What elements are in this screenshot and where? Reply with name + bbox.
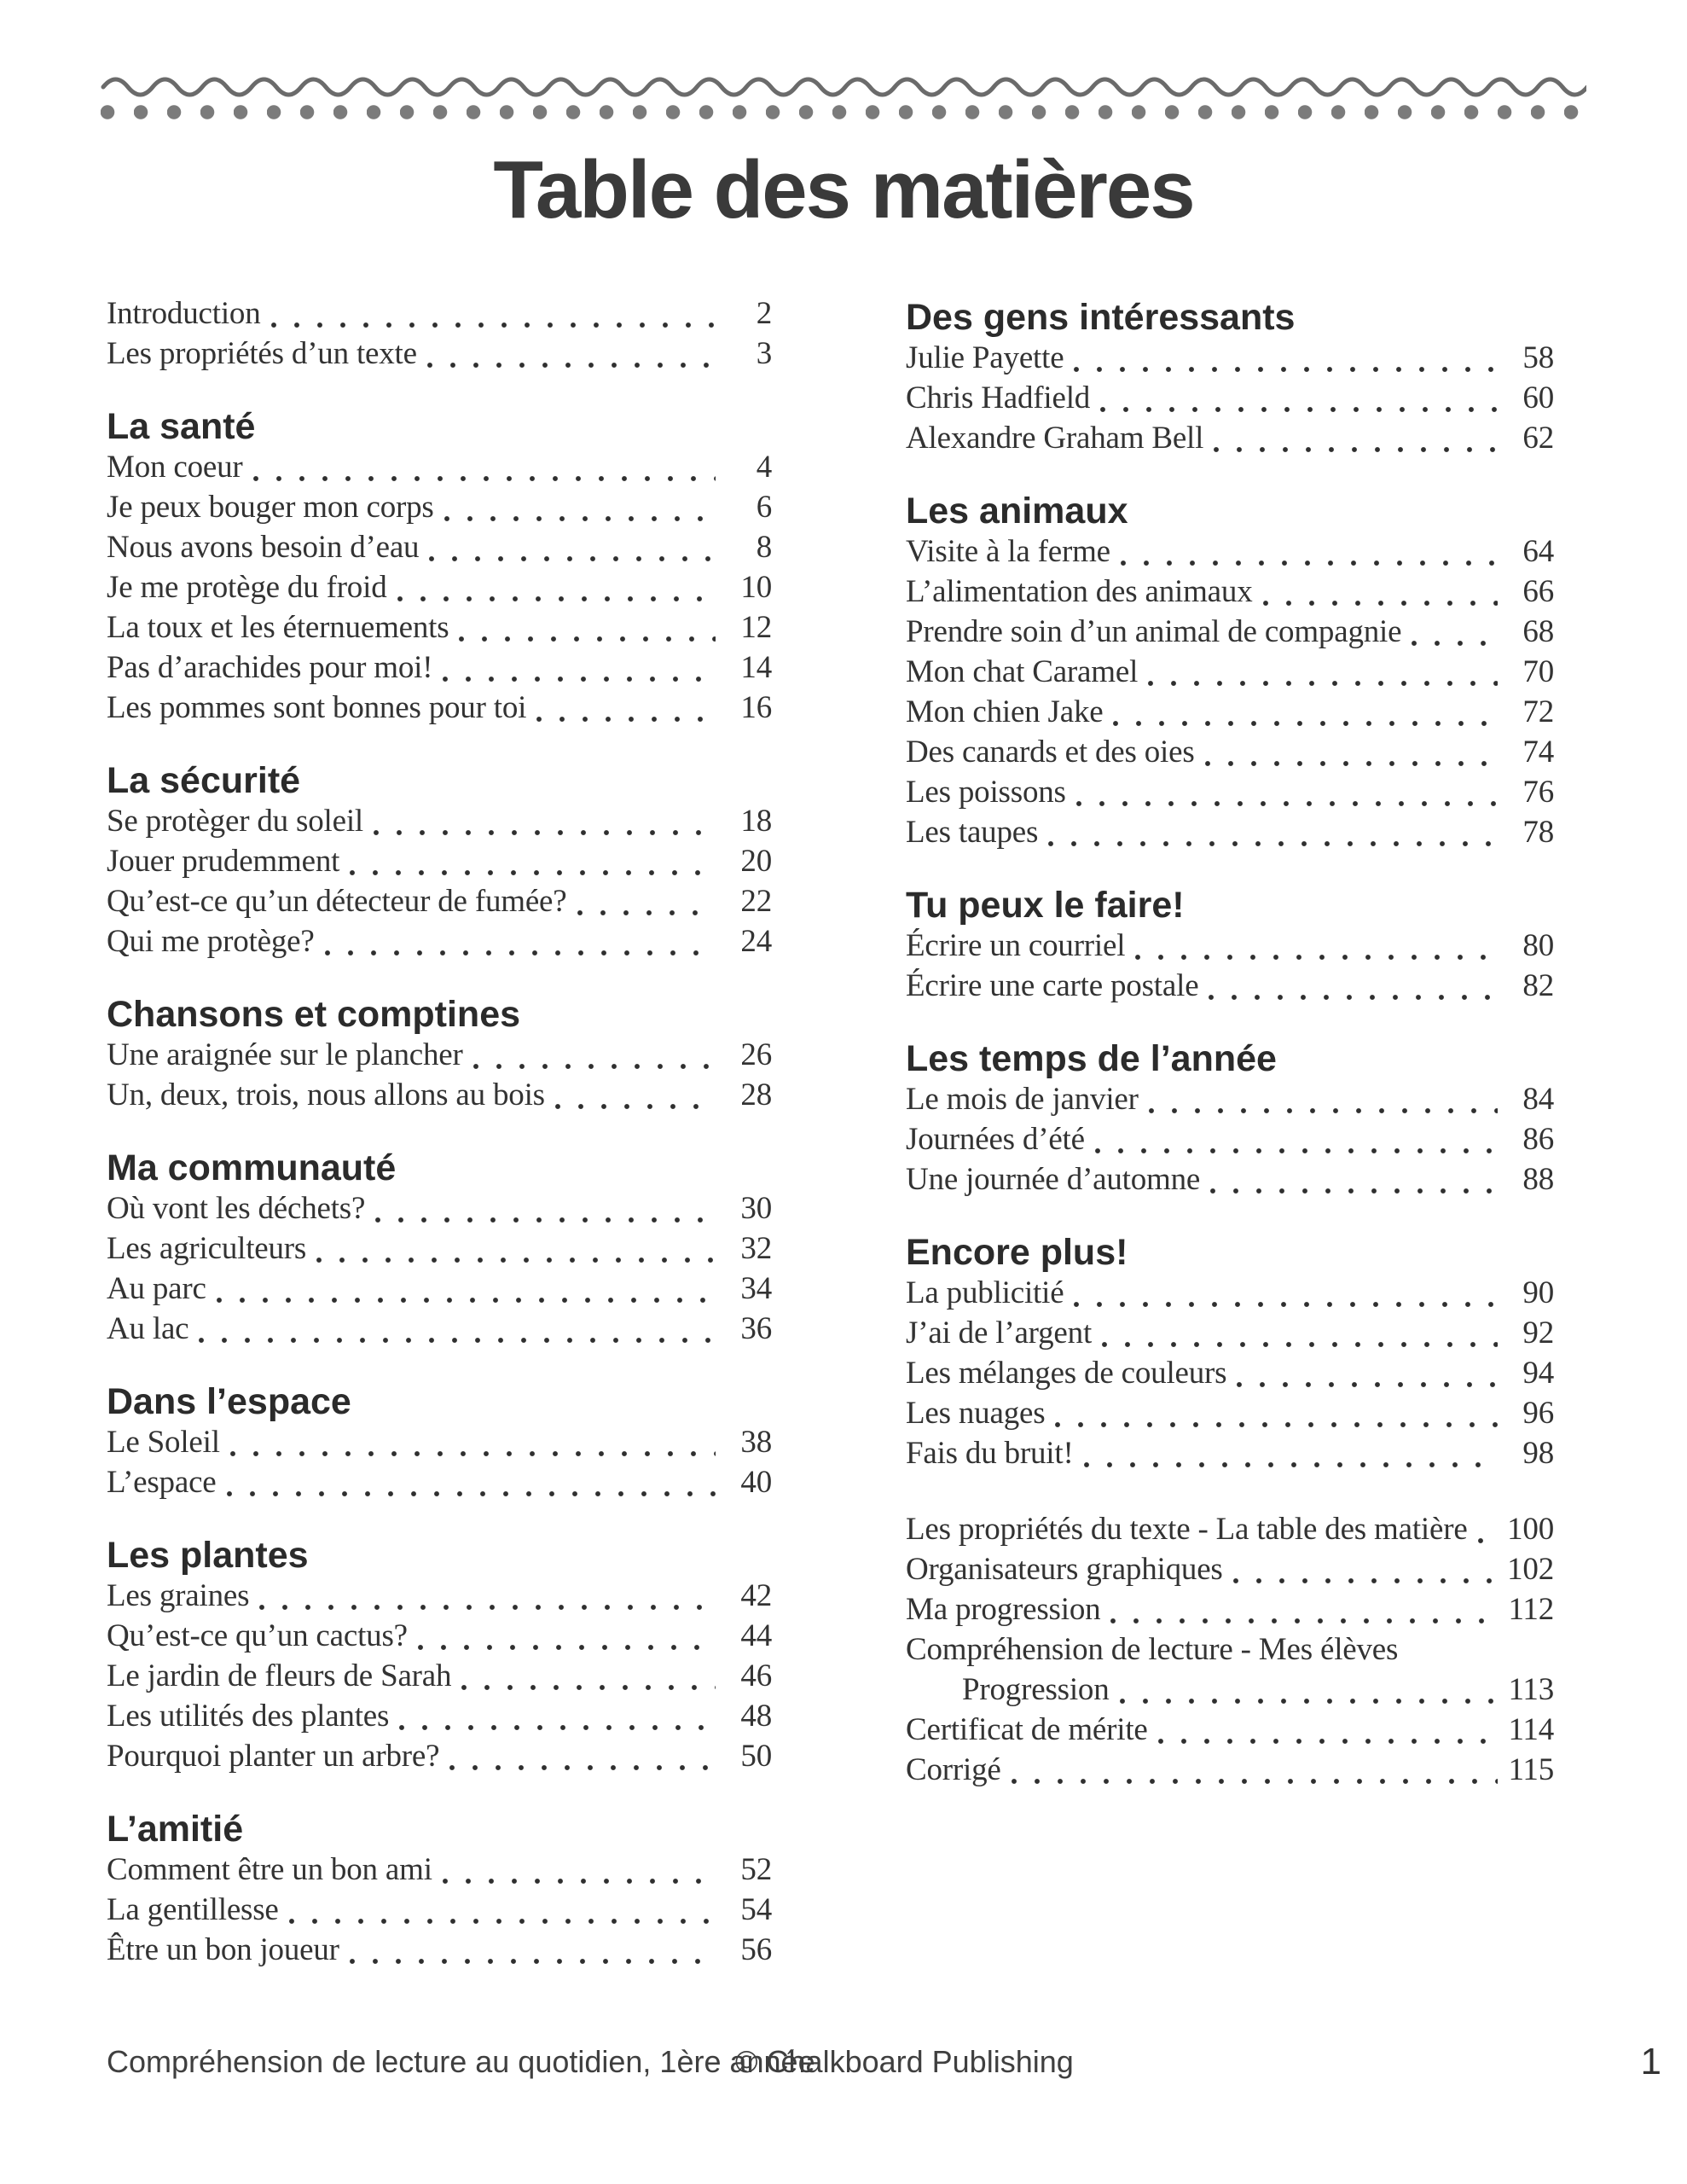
toc-page-number: 48 xyxy=(740,1699,772,1734)
toc-row xyxy=(906,694,1554,734)
toc-entry-label: Les poissons xyxy=(906,775,1066,810)
toc-row xyxy=(107,1658,772,1698)
toc-page-number: 60 xyxy=(1522,380,1554,415)
toc-entry-label: Prendre soin d’un animal de compagnie xyxy=(906,614,1402,649)
toc-page-number: 92 xyxy=(1522,1316,1554,1350)
toc-entry-label: Les propriétés du texte - La table des matière xyxy=(906,1512,1468,1547)
toc-row xyxy=(906,1591,1554,1631)
toc-entry-label: L’alimentation des animaux xyxy=(906,574,1253,609)
toc-entry-label: Je me protège du froid xyxy=(107,570,387,605)
toc-page-number: 88 xyxy=(1522,1162,1554,1197)
toc-page-number: 30 xyxy=(740,1191,772,1226)
toc-dot-leader xyxy=(1205,734,1498,774)
toc-group xyxy=(107,992,772,1117)
toc-entry-label: Les utilités des plantes xyxy=(107,1699,390,1734)
toc-page-number: 62 xyxy=(1522,421,1554,456)
toc-page-number: 22 xyxy=(740,884,772,919)
toc-dot-leader xyxy=(1120,1671,1498,1711)
toc-entry-label: Chris Hadfield xyxy=(906,380,1091,415)
toc-row xyxy=(906,1275,1554,1315)
toc-entry-label: Mon chat Caramel xyxy=(906,654,1139,689)
toc-dot-leader xyxy=(459,609,716,649)
toc-row xyxy=(107,449,772,489)
toc-dot-leader xyxy=(399,1698,716,1738)
toc-row xyxy=(906,1315,1554,1355)
toc-entry-label: Au parc xyxy=(107,1271,206,1306)
toc-group xyxy=(906,489,1554,854)
toc-page-number: 98 xyxy=(1522,1436,1554,1471)
toc-row xyxy=(107,649,772,689)
toc-page-number: 16 xyxy=(740,690,772,725)
toc-entry-label: Nous avons besoin d’eau xyxy=(107,530,420,565)
toc-page-number: 84 xyxy=(1522,1082,1554,1117)
toc-group-heading: La sécurité xyxy=(107,760,301,801)
toc-entry-label: Progression xyxy=(962,1672,1110,1707)
toc-row xyxy=(107,1698,772,1738)
toc-row xyxy=(906,1551,1554,1591)
toc-row xyxy=(107,1270,772,1310)
toc-group xyxy=(906,295,1554,460)
toc-row xyxy=(906,734,1554,774)
toc-entry-label: Les mélanges de couleurs xyxy=(906,1356,1227,1391)
toc-row xyxy=(107,295,772,335)
toc-dot-leader xyxy=(1149,1081,1498,1121)
toc-entry-label: Mon chien Jake xyxy=(906,694,1104,729)
toc-row xyxy=(906,1711,1554,1751)
toc-dot-leader xyxy=(227,1464,716,1504)
toc-dot-leader xyxy=(536,689,716,729)
toc-row xyxy=(906,653,1554,694)
toc-group-heading: L’amitié xyxy=(107,1809,244,1850)
toc-row xyxy=(906,533,1554,573)
toc-dot-leader xyxy=(418,1618,716,1658)
toc-row xyxy=(107,1891,772,1931)
toc-entry-label: La gentillesse xyxy=(107,1892,279,1927)
toc-dot-leader xyxy=(316,1230,716,1270)
toc-page-number: 34 xyxy=(740,1271,772,1306)
toc-dot-leader xyxy=(289,1891,716,1931)
toc-page-number: 2 xyxy=(756,296,772,331)
toc-row xyxy=(107,1577,772,1618)
toc-page-number: 100 xyxy=(1507,1512,1554,1547)
toc-row xyxy=(107,569,772,609)
toc-group xyxy=(906,1230,1554,1475)
toc-page-number: 115 xyxy=(1508,1752,1554,1787)
toc-page-number: 6 xyxy=(756,490,772,525)
toc-dot-leader xyxy=(1076,774,1498,814)
toc-dot-leader xyxy=(374,803,716,843)
toc-entry-label: Les propriétés d’un texte xyxy=(107,336,417,371)
toc-row xyxy=(906,1121,1554,1161)
toc-row xyxy=(107,1738,772,1778)
toc-row xyxy=(107,1190,772,1230)
toc-page-number: 96 xyxy=(1522,1396,1554,1431)
toc-dot-leader xyxy=(1102,1315,1498,1355)
toc-row xyxy=(906,420,1554,460)
footer xyxy=(107,2041,1661,2087)
toc-dot-leader xyxy=(1237,1355,1498,1395)
toc-row xyxy=(107,923,772,963)
toc-page-number: 26 xyxy=(740,1037,772,1072)
toc-entry-label: J’ai de l’argent xyxy=(906,1316,1093,1350)
toc-dot-leader xyxy=(1148,653,1498,694)
toc-page-number: 94 xyxy=(1522,1356,1554,1391)
footer-copyright: © Chalkboard Publishing xyxy=(735,2044,1074,2079)
toc-row xyxy=(906,1751,1554,1792)
toc-row xyxy=(107,335,772,375)
toc-entry-label: Comment être un bon ami xyxy=(107,1852,432,1887)
toc-dot-leader xyxy=(449,1738,716,1778)
toc-entry-label: Visite à la ferme xyxy=(906,534,1110,569)
toc-page-number: 56 xyxy=(740,1932,772,1967)
toc-group-heading: Des gens intéressants xyxy=(906,297,1296,338)
toc-dot-leader xyxy=(1110,1591,1498,1631)
toc-entry-label: Le Soleil xyxy=(107,1425,220,1460)
toc-page-number: 58 xyxy=(1522,340,1554,375)
toc-dot-leader xyxy=(1048,814,1498,854)
toc-group xyxy=(107,1807,772,1972)
toc-page-number: 76 xyxy=(1522,775,1554,810)
toc-page-number: 72 xyxy=(1522,694,1554,729)
toc-dot-leader xyxy=(271,295,716,335)
toc-row xyxy=(107,803,772,843)
toc-row xyxy=(906,573,1554,613)
toc-group-heading: La santé xyxy=(107,406,256,447)
toc-entry-label: Je peux bouger mon corps xyxy=(107,490,434,525)
toc-page-number: 80 xyxy=(1522,928,1554,963)
toc-row xyxy=(107,1230,772,1270)
toc-dot-leader xyxy=(577,883,716,923)
toc-group xyxy=(107,1146,772,1350)
toc-dot-leader xyxy=(1084,1435,1498,1475)
toc-row xyxy=(906,774,1554,814)
toc-page-number: 3 xyxy=(756,336,772,371)
toc-group-heading: Dans l’espace xyxy=(107,1381,351,1422)
toc-dot-leader xyxy=(397,569,716,609)
toc-dot-leader xyxy=(350,1931,716,1972)
toc-page-number: 114 xyxy=(1508,1712,1554,1747)
toc-entry-label: La toux et les éternuements xyxy=(107,610,449,645)
toc-page-number: 32 xyxy=(740,1231,772,1266)
toc-entry-label: Des canards et des oies xyxy=(906,735,1195,770)
toc-row xyxy=(107,529,772,569)
toc-dot-leader xyxy=(1214,420,1498,460)
toc-group-heading: Tu peux le faire! xyxy=(906,885,1185,926)
toc-group-heading: Chansons et comptines xyxy=(107,994,521,1035)
toc-group xyxy=(107,758,772,963)
toc-page-number: 4 xyxy=(756,450,772,485)
toc-entry-label: Corrigé xyxy=(906,1752,1001,1787)
toc-page-number: 50 xyxy=(740,1739,772,1774)
toc-row xyxy=(906,1631,1554,1671)
toc-row xyxy=(906,1395,1554,1435)
toc-dot-leader xyxy=(427,335,716,375)
toc-dot-leader xyxy=(443,649,716,689)
toc-entry-label: Qu’est-ce qu’un cactus? xyxy=(107,1618,408,1653)
toc-group-heading: Les temps de l’année xyxy=(906,1038,1277,1079)
footer-book-title: Compréhension de lecture au quotidien, 1ère année xyxy=(107,2044,815,2079)
toc-entry-label: Pas d’arachides pour moi! xyxy=(107,650,433,685)
toc-page-number: 86 xyxy=(1522,1122,1554,1157)
toc-group xyxy=(107,295,772,375)
toc-dot-leader xyxy=(1478,1511,1498,1551)
toc-entry-label: Les taupes xyxy=(906,815,1039,850)
toc-page-number: 52 xyxy=(740,1852,772,1887)
toc-dot-leader xyxy=(253,449,716,489)
toc-dot-leader xyxy=(259,1577,716,1618)
toc-row xyxy=(906,340,1554,380)
toc-entry-label: Qui me protège? xyxy=(107,924,315,959)
toc-entry-label: Ma progression xyxy=(906,1592,1101,1627)
toc-page-number: 54 xyxy=(740,1892,772,1927)
toc-row xyxy=(107,843,772,883)
toc-dot-leader xyxy=(1121,533,1498,573)
toc-page-number: 70 xyxy=(1522,654,1554,689)
toc-page-number: 102 xyxy=(1507,1552,1554,1587)
toc-dot-leader xyxy=(555,1077,716,1117)
toc-row xyxy=(906,613,1554,653)
toc-dot-leader xyxy=(217,1270,716,1310)
toc-dot-leader xyxy=(1113,694,1498,734)
toc-row xyxy=(107,1037,772,1077)
toc-entry-label: Alexandre Graham Bell xyxy=(906,421,1204,456)
toc-entry-label: Introduction xyxy=(107,296,261,331)
toc-dot-leader xyxy=(375,1190,716,1230)
toc-dot-leader xyxy=(1135,927,1498,967)
toc-row xyxy=(906,1081,1554,1121)
toc-page-number: 78 xyxy=(1522,815,1554,850)
toc-entry-label: Compréhension de lecture - Mes élèves xyxy=(906,1632,1399,1667)
toc-dot-leader xyxy=(473,1037,716,1077)
toc-entry-label: Une journée d’automne xyxy=(906,1162,1201,1197)
toc-entry-label: Écrire un courriel xyxy=(906,928,1126,963)
footer-page-number: 1 xyxy=(1640,2041,1661,2082)
toc-page-number: 12 xyxy=(740,610,772,645)
toc-row xyxy=(906,814,1554,854)
toc-entry-label: Organisateurs graphiques xyxy=(906,1552,1223,1587)
toc-page-number: 66 xyxy=(1522,574,1554,609)
toc-row xyxy=(906,380,1554,420)
toc-entry-label: Fais du bruit! xyxy=(906,1436,1074,1471)
dots-row-decoration xyxy=(101,105,1585,119)
toc-entry-label: Les nuages xyxy=(906,1396,1046,1431)
toc-group xyxy=(906,1511,1554,1792)
toc-entry-label: Un, deux, trois, nous allons au bois xyxy=(107,1077,545,1112)
toc-group xyxy=(107,404,772,729)
toc-entry-label: Julie Payette xyxy=(906,340,1064,375)
toc-dot-leader xyxy=(325,923,716,963)
toc-entry-label: Mon coeur xyxy=(107,450,243,485)
toc-dot-leader xyxy=(1012,1751,1498,1792)
toc-entry-label: Qu’est-ce qu’un détecteur de fumée? xyxy=(107,884,567,919)
toc-dot-leader xyxy=(1095,1121,1498,1161)
toc-entry-label: Les pommes sont bonnes pour toi xyxy=(107,690,527,725)
toc-page-number: 74 xyxy=(1522,735,1554,770)
toc-dot-leader xyxy=(443,1851,716,1891)
header-decoration xyxy=(101,75,1586,119)
toc-dot-leader xyxy=(444,489,716,529)
toc-dot-leader xyxy=(1074,1275,1498,1315)
toc-row xyxy=(107,689,772,729)
toc-row xyxy=(107,609,772,649)
toc-page-number: 64 xyxy=(1522,534,1554,569)
toc-dot-leader xyxy=(1074,340,1498,380)
toc-page-number: 42 xyxy=(740,1578,772,1613)
toc-row xyxy=(107,1931,772,1972)
toc-entry-label: Jouer prudemment xyxy=(107,844,340,879)
toc-dot-leader xyxy=(1209,967,1498,1008)
toc-column-left xyxy=(107,295,772,1972)
toc-page-number: 40 xyxy=(740,1465,772,1500)
toc-group xyxy=(107,1380,772,1504)
page-title: Table des matières xyxy=(493,144,1194,235)
toc-entry-label: Une araignée sur le plancher xyxy=(107,1037,463,1072)
toc-columns xyxy=(107,295,1554,1972)
toc-row xyxy=(906,1671,1554,1711)
toc-row xyxy=(906,967,1554,1008)
toc-page-number: 10 xyxy=(740,570,772,605)
toc-group-heading: Encore plus! xyxy=(906,1232,1128,1273)
toc-entry-label: Se protèger du soleil xyxy=(107,804,363,839)
toc-entry-label: Journées d’été xyxy=(906,1122,1085,1157)
toc-dot-leader xyxy=(1100,380,1498,420)
toc-entry-label: Le mois de janvier xyxy=(906,1082,1139,1117)
toc-page-number: 14 xyxy=(740,650,772,685)
toc-entry-label: Les graines xyxy=(107,1578,250,1613)
toc-entry-label: Où vont les déchets? xyxy=(107,1191,366,1226)
toc-group xyxy=(107,1533,772,1778)
toc-dot-leader xyxy=(1263,573,1499,613)
toc-row xyxy=(107,1424,772,1464)
toc-row xyxy=(906,1161,1554,1201)
toc-page-number: 112 xyxy=(1508,1592,1554,1627)
toc-entry-label: Au lac xyxy=(107,1311,189,1346)
toc-page-number: 46 xyxy=(740,1658,772,1693)
toc-entry-label: L’espace xyxy=(107,1465,217,1500)
toc-row xyxy=(107,1618,772,1658)
toc-entry-label: La publicitié xyxy=(906,1275,1064,1310)
toc-dot-leader xyxy=(1233,1551,1498,1591)
toc-page-number: 28 xyxy=(740,1077,772,1112)
toc-entry-label: Pourquoi planter un arbre? xyxy=(107,1739,440,1774)
toc-page-number: 90 xyxy=(1522,1275,1554,1310)
toc-row xyxy=(107,1077,772,1117)
toc-page-number: 18 xyxy=(740,804,772,839)
toc-dot-leader xyxy=(1158,1711,1498,1751)
toc-dot-leader xyxy=(350,843,716,883)
toc-row xyxy=(107,489,772,529)
toc-page-number: 82 xyxy=(1522,968,1554,1003)
toc-page-number: 20 xyxy=(740,844,772,879)
toc-dot-leader xyxy=(429,529,716,569)
toc-dot-leader xyxy=(1412,613,1498,653)
toc-page-number: 38 xyxy=(740,1425,772,1460)
toc-page-number: 68 xyxy=(1522,614,1554,649)
toc-dot-leader xyxy=(1055,1395,1498,1435)
toc-group xyxy=(906,1037,1554,1201)
toc-row xyxy=(107,1464,772,1504)
toc-row xyxy=(906,927,1554,967)
toc-page-number: 113 xyxy=(1508,1672,1554,1707)
toc-dot-leader xyxy=(1210,1161,1498,1201)
toc-dot-leader xyxy=(461,1658,716,1698)
toc-group-heading: Les animaux xyxy=(906,491,1128,531)
toc-page-number: 36 xyxy=(740,1311,772,1346)
toc-entry-label: Écrire une carte postale xyxy=(906,968,1199,1003)
toc-group-heading: Ma communauté xyxy=(107,1147,397,1188)
toc-row xyxy=(107,1310,772,1350)
toc-group-heading: Les plantes xyxy=(107,1535,309,1576)
toc-row xyxy=(906,1511,1554,1551)
toc-entry-label: Les agriculteurs xyxy=(107,1231,307,1266)
toc-page-number: 24 xyxy=(740,924,772,959)
toc-entry-label: Être un bon joueur xyxy=(107,1932,339,1967)
toc-dot-leader xyxy=(199,1310,716,1350)
toc-dot-leader xyxy=(230,1424,716,1464)
toc-row xyxy=(906,1355,1554,1395)
toc-row xyxy=(906,1435,1554,1475)
toc-group xyxy=(906,883,1554,1008)
wavy-line-icon xyxy=(101,75,1586,99)
toc-entry-label: Certificat de mérite xyxy=(906,1712,1148,1747)
toc-page-number: 44 xyxy=(740,1618,772,1653)
toc-entry-label: Le jardin de fleurs de Sarah xyxy=(107,1658,452,1693)
toc-column-right xyxy=(906,295,1554,1972)
toc-row xyxy=(107,883,772,923)
toc-page-number: 8 xyxy=(756,530,772,565)
toc-row xyxy=(107,1851,772,1891)
